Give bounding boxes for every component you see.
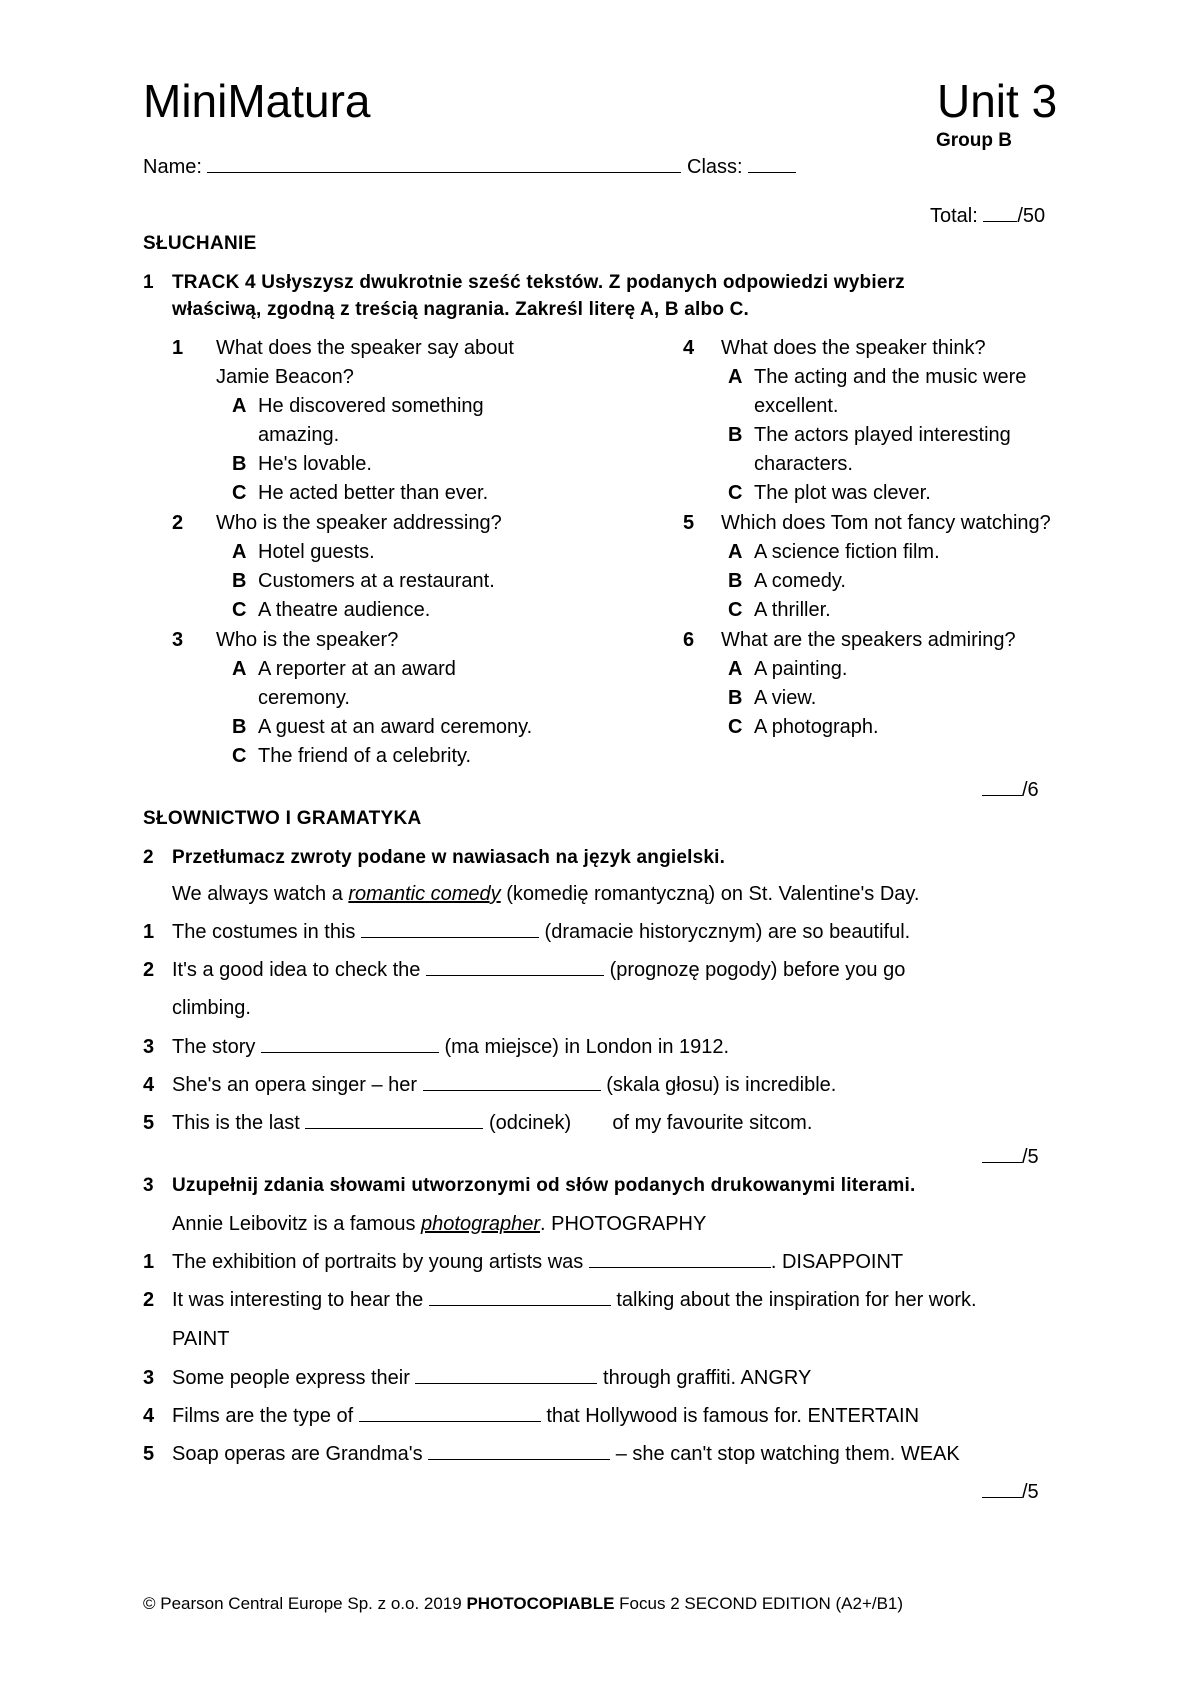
total-label: Total:: [930, 205, 978, 227]
option-c[interactable]: [232, 479, 488, 508]
task2-score-max: /5: [1022, 1146, 1039, 1168]
name-field[interactable]: [207, 154, 681, 173]
footer-edition: Focus 2 SECOND EDITION (A2+/B1): [619, 1594, 904, 1613]
option-letter: C: [232, 599, 247, 621]
option-text: He acted better than ever.: [258, 482, 489, 504]
option-letter: C: [232, 482, 247, 504]
task3-score-field[interactable]: [982, 1479, 1022, 1498]
listening-instruction-line1: TRACK 4 Usłyszysz dwukrotnie sześć tekstów. Z podanych odpowiedzi wybierz: [172, 272, 905, 293]
option-letter: A: [728, 658, 743, 680]
option-text: The plot was clever.: [754, 482, 931, 504]
total-max: /50: [1017, 205, 1046, 227]
task2-item-4: [172, 1071, 836, 1100]
option-text: A comedy.: [754, 570, 846, 592]
option-letter: B: [728, 424, 743, 446]
answer-blank[interactable]: [361, 919, 539, 938]
listening-score: [982, 776, 1039, 805]
question-number: 1: [172, 337, 184, 359]
option-text-cont: characters.: [754, 453, 853, 475]
option-c[interactable]: [728, 479, 931, 508]
option-text-cont: ceremony.: [258, 687, 350, 709]
option-letter: A: [232, 541, 247, 563]
answer-blank[interactable]: [429, 1287, 611, 1306]
question-number: 5: [683, 512, 695, 534]
task3-item-number: 4: [143, 1405, 155, 1427]
task2-item-2-cont: climbing.: [172, 997, 251, 1019]
option-text-cont: amazing.: [258, 424, 340, 446]
total-score-field[interactable]: [983, 203, 1017, 222]
option-text: He discovered something: [258, 395, 484, 417]
item-text: The story: [172, 1036, 256, 1058]
task2-instruction: Przetłumacz zwroty podane w nawiasach na język angielski.: [172, 847, 726, 868]
option-text: Customers at a restaurant.: [258, 570, 495, 592]
option-c[interactable]: [232, 742, 471, 771]
option-b[interactable]: [232, 713, 532, 742]
option-letter: B: [232, 716, 247, 738]
option-text: A science fiction film.: [754, 541, 940, 563]
example-text: . PHOTOGRAPHY: [540, 1213, 707, 1235]
task2-number: 2: [143, 847, 154, 868]
task2-item-1: [172, 918, 910, 947]
answer-blank[interactable]: [589, 1249, 771, 1268]
unit-label: Unit 3: [937, 75, 1058, 127]
option-letter: B: [232, 453, 247, 475]
task2-item-number: 4: [143, 1074, 155, 1096]
option-text: A painting.: [754, 658, 848, 680]
task3-item-number: 2: [143, 1289, 155, 1311]
task3-score: [982, 1478, 1039, 1507]
task3-item-3: [172, 1364, 811, 1393]
task3-item-4: [172, 1402, 919, 1431]
listening-heading: SŁUCHANIE: [143, 233, 257, 254]
item-text: Films are the type of: [172, 1405, 354, 1427]
example-text: (komedię romantyczną) on St. Valentine's Day.: [506, 883, 920, 905]
item-text: She's an opera singer – her: [172, 1074, 418, 1096]
task2-item-number: 2: [143, 959, 155, 981]
item-text: (dramacie historycznym) are so beautiful.: [544, 921, 911, 943]
option-c[interactable]: [728, 596, 831, 625]
answer-blank[interactable]: [261, 1034, 439, 1053]
listening-instruction-line2: właściwą, zgodną z treścią nagrania. Zakreśl literę A, B albo C.: [172, 299, 750, 320]
task3-item-number: 3: [143, 1367, 155, 1389]
question-text: Which does Tom not fancy watching?: [721, 512, 1051, 534]
item-text: Soap operas are Grandma's: [172, 1443, 423, 1465]
option-c[interactable]: [728, 713, 879, 742]
option-letter: A: [728, 541, 743, 563]
task2-item-number: 1: [143, 921, 155, 943]
option-text: A photograph.: [754, 716, 879, 738]
listening-score-field[interactable]: [982, 777, 1022, 796]
option-b[interactable]: [728, 421, 1011, 450]
item-text: Some people express their: [172, 1367, 410, 1389]
task3-number: 3: [143, 1175, 154, 1196]
option-letter: C: [232, 745, 247, 767]
task2-item-number: 5: [143, 1112, 155, 1134]
item-text: The exhibition of portraits by young artists was: [172, 1251, 584, 1273]
group-label: Group B: [936, 130, 1012, 151]
task3-item-number: 1: [143, 1251, 155, 1273]
total-row: [930, 202, 1045, 231]
answer-blank[interactable]: [359, 1403, 541, 1422]
option-a[interactable]: [232, 392, 484, 421]
task2-score-field[interactable]: [982, 1144, 1022, 1163]
option-letter: A: [232, 658, 247, 680]
footer-copyright: © Pearson Central Europe Sp. z o.o. 2019: [143, 1594, 462, 1613]
question-text: Who is the speaker?: [216, 629, 399, 651]
item-text: (skala głosu) is incredible.: [606, 1074, 837, 1096]
option-text: Hotel guests.: [258, 541, 375, 563]
item-text: (odcinek): [488, 1112, 572, 1134]
task3-example: [172, 1210, 706, 1239]
class-field[interactable]: [748, 154, 796, 173]
question-text: What does the speaker say about: [216, 337, 514, 359]
question-text-cont: Jamie Beacon?: [216, 366, 354, 388]
question-text: What does the speaker think?: [721, 337, 986, 359]
option-text: The friend of a celebrity.: [258, 745, 472, 767]
example-text: Annie Leibovitz is a famous: [172, 1213, 416, 1235]
option-text: The acting and the music were: [754, 366, 1027, 388]
answer-blank[interactable]: [428, 1441, 610, 1460]
item-text: The costumes in this: [172, 921, 356, 943]
answer-blank[interactable]: [426, 957, 604, 976]
example-text: We always watch a: [172, 883, 343, 905]
option-a[interactable]: [728, 655, 847, 684]
option-c[interactable]: [232, 596, 430, 625]
name-label: Name:: [143, 156, 202, 178]
task3-item-2-cont: PAINT: [172, 1328, 230, 1350]
question-text: Who is the speaker addressing?: [216, 512, 502, 534]
listening-task-number: 1: [143, 272, 154, 293]
task2-item-2: [172, 956, 905, 985]
option-b[interactable]: [728, 684, 816, 713]
item-text: – she can't stop watching them. WEAK: [615, 1443, 960, 1465]
question-number: 6: [683, 629, 695, 651]
item-text: (prognozę pogody) before you go: [609, 959, 906, 981]
task2-item-3: [172, 1033, 729, 1062]
option-text: A thriller.: [754, 599, 831, 621]
item-text: It was interesting to hear the: [172, 1289, 424, 1311]
item-text: through graffiti. ANGRY: [603, 1367, 812, 1389]
option-letter: B: [232, 570, 247, 592]
option-letter: C: [728, 599, 743, 621]
question-number: 2: [172, 512, 184, 534]
task3-item-2: [172, 1286, 977, 1315]
option-a[interactable]: [232, 538, 375, 567]
page-title: MiniMatura: [143, 75, 371, 127]
footer: [143, 1594, 903, 1614]
option-text: The actors played interesting: [754, 424, 1011, 446]
option-letter: A: [232, 395, 247, 417]
option-b[interactable]: [232, 567, 495, 596]
option-b[interactable]: [728, 567, 846, 596]
question-text: What are the speakers admiring?: [721, 629, 1016, 651]
option-a[interactable]: [232, 655, 456, 684]
option-a[interactable]: [728, 363, 1026, 392]
question-number: 4: [683, 337, 695, 359]
vocab-heading: SŁOWNICTWO I GRAMATYKA: [143, 808, 422, 829]
item-text: that Hollywood is famous for. ENTERTAIN: [546, 1405, 920, 1427]
option-b[interactable]: [232, 450, 372, 479]
question-number: 3: [172, 629, 184, 651]
task3-item-number: 5: [143, 1443, 155, 1465]
task2-item-number: 3: [143, 1036, 155, 1058]
option-a[interactable]: [728, 538, 940, 567]
item-text: This is the last: [172, 1112, 300, 1134]
option-letter: B: [728, 570, 743, 592]
example-answer: romantic comedy: [348, 883, 501, 905]
option-letter: B: [728, 687, 743, 709]
answer-blank[interactable]: [423, 1072, 601, 1091]
task2-score: [982, 1143, 1039, 1172]
task2-example: [172, 880, 919, 909]
class-label: Class:: [687, 156, 743, 178]
option-letter: C: [728, 716, 743, 738]
task3-score-max: /5: [1022, 1481, 1039, 1503]
item-text: talking about the inspiration for her work.: [616, 1289, 977, 1311]
task3-item-1: [172, 1248, 903, 1277]
task3-item-5: [172, 1440, 960, 1469]
name-row: [143, 153, 796, 182]
option-letter: A: [728, 366, 743, 388]
task2-item-5: [172, 1109, 812, 1138]
example-answer: photographer: [421, 1213, 541, 1235]
option-text: A theatre audience.: [258, 599, 431, 621]
option-text: A view.: [754, 687, 817, 709]
item-text: of my favourite sitcom.: [612, 1112, 813, 1134]
option-letter: C: [728, 482, 743, 504]
item-text: (ma miejsce) in London in 1912.: [444, 1036, 730, 1058]
option-text-cont: excellent.: [754, 395, 839, 417]
item-text: It's a good idea to check the: [172, 959, 421, 981]
option-text: A guest at an award ceremony.: [258, 716, 533, 738]
footer-photocopiable: PHOTOCOPIABLE: [466, 1594, 615, 1613]
option-text: He's lovable.: [258, 453, 372, 475]
listening-score-max: /6: [1022, 779, 1039, 801]
answer-blank[interactable]: [415, 1365, 597, 1384]
answer-blank[interactable]: [305, 1110, 483, 1129]
task3-instruction: Uzupełnij zdania słowami utworzonymi od słów podanych drukowanymi literami.: [172, 1175, 916, 1196]
item-text: . DISAPPOINT: [770, 1251, 904, 1273]
option-text: A reporter at an award: [258, 658, 456, 680]
